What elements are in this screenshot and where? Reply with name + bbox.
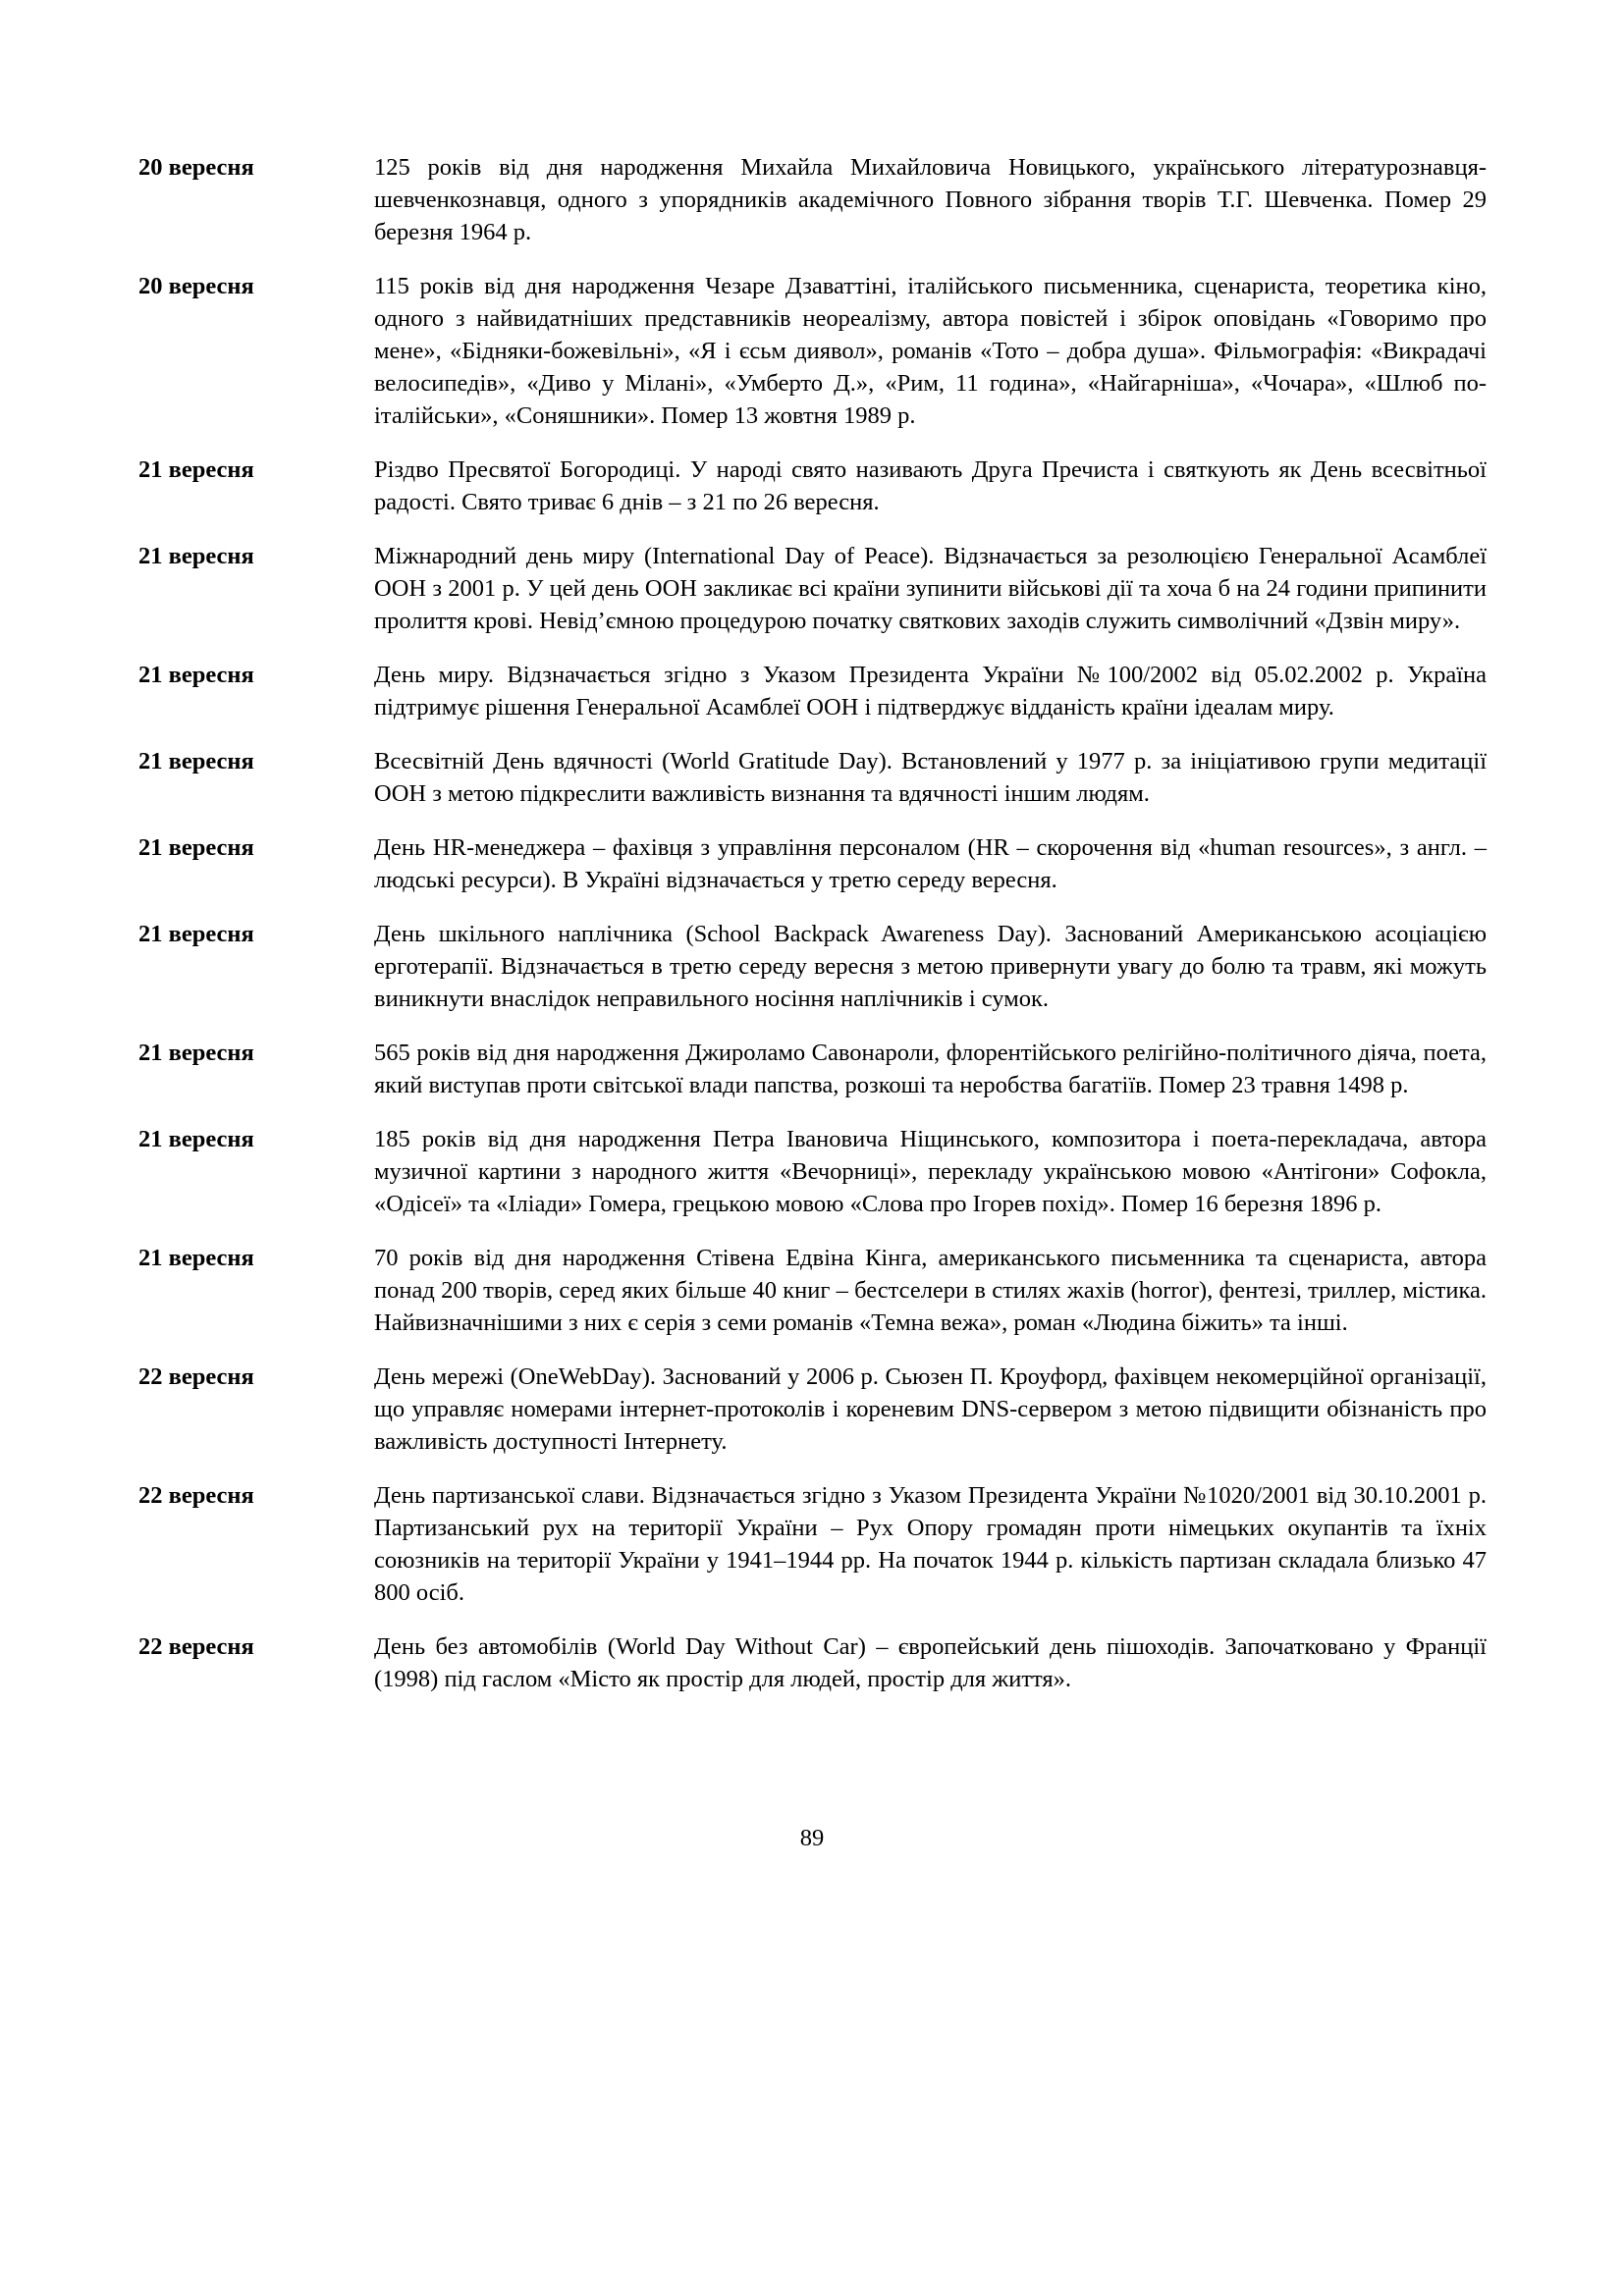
calendar-entry	[138, 1630, 1487, 1695]
entry-text: День HR-менеджера – фахівця з управління персоналом (HR – скорочення від «human resources», з англ. – людські ресурси). В Україні відзначається у третю середу вересня.	[374, 834, 1487, 893]
calendar-entry	[138, 151, 1487, 248]
entry-text: День без автомобілів (World Day Without Car) – європейський день пішоходів. Започатковано у Франції (1998) під гаслом «Місто як простір для людей, простір для життя».	[374, 1633, 1487, 1692]
entry-date: 21 вересня	[138, 543, 254, 569]
entry-date: 21 вересня	[138, 921, 254, 947]
entry-date: 21 вересня	[138, 1245, 254, 1271]
page-number: 89	[799, 1825, 825, 1851]
entry-date: 22 вересня	[138, 1633, 254, 1660]
calendar-list	[138, 151, 1487, 1717]
calendar-entry	[138, 270, 1487, 432]
calendar-entry	[138, 918, 1487, 1015]
entry-date: 22 вересня	[138, 1482, 254, 1509]
entry-date: 21 вересня	[138, 456, 254, 483]
entry-date: 21 вересня	[138, 834, 254, 861]
calendar-entry	[138, 1123, 1487, 1220]
entry-text: 115 років від дня народження Чезаре Дзаваттіні, італійського письменника, сценариста, теоретика кіно, одного з найвидатніших представників неореалізму, автора повістей і збірок оповідань «Говоримо про мене», «Бідняки-божевільні», «Я і єсьм диявол», романів «Тото – добра душа». Фільмографія: «Викрадачі велосипедів», «Диво у Мілані», «Умберто Д.», «Рим, 11 година», «Найгарніша», «Чочара», «Шлюб по-італійськи», «Соняшники». Помер 13 жовтня 1989 р.	[374, 273, 1487, 429]
entry-date: 21 вересня	[138, 1126, 254, 1152]
entry-text: 185 років від дня народження Петра Івановича Ніщинського, композитора і поета-перекладача, автора музичної картини з народного життя «Вечорниці», перекладу українською мовою «Антігони» Софокла, «Одісеї» та «Іліади» Гомера, грецькою мовою «Слова про Ігорев похід». Помер 16 березня 1896 р.	[374, 1126, 1487, 1217]
entry-text: Всесвітній День вдячності (World Gratitude Day). Встановлений у 1977 р. за ініціативою групи медитації ООН з метою підкреслити важливість визнання та вдячності іншим людям.	[374, 748, 1487, 807]
entry-date: 21 вересня	[138, 748, 254, 774]
entry-date: 22 вересня	[138, 1363, 254, 1390]
entry-date: 21 вересня	[138, 1040, 254, 1066]
entry-text: 125 років від дня народження Михайла Михайловича Новицького, українського літературознавця-шевченкознавця, одного з упорядників академічного Повного зібрання творів Т.Г. Шевченка. Помер 29 березня 1964 р.	[374, 154, 1487, 245]
calendar-entry	[138, 1479, 1487, 1609]
entry-text: Різдво Пресвятої Богородиці. У народі свято називають Друга Пречиста і святкують як День всесвітньої радості. Свято триває 6 днів – з 21 по 26 вересня.	[374, 456, 1487, 515]
entry-date: 20 вересня	[138, 273, 254, 299]
calendar-entry	[138, 1037, 1487, 1101]
entry-text: День партизанської слави. Відзначається згідно з Указом Президента України №1020/2001 від 30.10.2001 р. Партизанський рух на території України – Рух Опору громадян проти німецьких окупантів та їхніх союзників на території України у 1941–1944 рр. На початок 1944 р. кількість партизан складала близько 47 800 осіб.	[374, 1482, 1487, 1606]
entry-text: Міжнародний день миру (International Day of Peace). Відзначається за резолюцією Генеральної Асамблеї ООН з 2001 р. У цей день ООН закликає всі країни зупинити військові дії та хоча б на 24 години припинити пролиття крові. Невід’ємною процедурою початку святкових заходів служить символічний «Дзвін миру».	[374, 543, 1487, 634]
entry-date: 20 вересня	[138, 154, 254, 181]
calendar-entry	[138, 659, 1487, 723]
entry-text: 565 років від дня народження Джироламо Савонароли, флорентійського релігійно-політичного діяча, поета, який виступав проти світської влади папства, розкоші та неробства багатіїв. Помер 23 травня 1498 р.	[374, 1040, 1487, 1098]
calendar-entry	[138, 1361, 1487, 1458]
entry-text: День шкільного наплічника (School Backpack Awareness Day). Заснований Американською асоціацією ерготерапії. Відзначається в третю середу вересня з метою привернути увагу до болю та травм, які можуть виникнути внаслідок неправильного носіння наплічників і сумок.	[374, 921, 1487, 1012]
entry-text: 70 років від дня народження Стівена Едвіна Кінга, американського письменника та сценариста, автора понад 200 творів, серед яких більше 40 книг – бестселери в стилях жахів (horror), фентезі, триллер, містика. Найвизначнішими з них є серія з семи романів «Темна вежа», роман «Людина біжить» та інші.	[374, 1245, 1487, 1336]
calendar-entry	[138, 540, 1487, 637]
entry-date: 21 вересня	[138, 662, 254, 688]
calendar-entry	[138, 1242, 1487, 1339]
calendar-entry	[138, 831, 1487, 896]
entry-text: День мережі (OneWebDay). Заснований у 2006 р. Сьюзен П. Кроуфорд, фахівцем некомерційної організації, що управляє номерами інтернет-протоколів і кореневим DNS-сервером з метою підвищити обізнаність про важливість доступності Інтернету.	[374, 1363, 1487, 1455]
entry-text: День миру. Відзначається згідно з Указом Президента України №100/2002 від 05.02.2002 р. Україна підтримує рішення Генеральної Асамблеї ООН і підтверджує відданість країни ідеалам миру.	[374, 662, 1487, 721]
calendar-entry	[138, 745, 1487, 810]
calendar-entry	[138, 454, 1487, 518]
